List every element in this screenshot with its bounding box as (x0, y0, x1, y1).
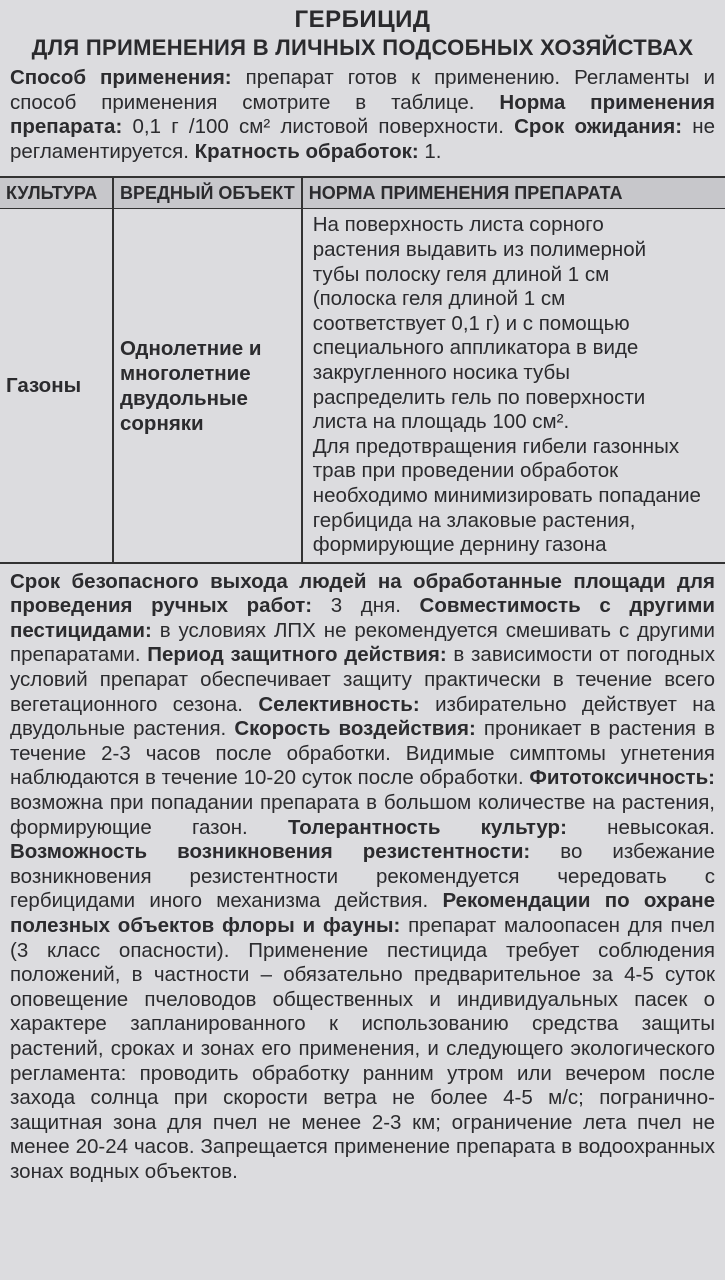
norm-line: закругленного носика тубы (312, 360, 571, 384)
norm-line: гербицида на злаковые растения, (312, 508, 636, 532)
intro-label: Кратность обработок: (194, 139, 419, 163)
norm-line: распределить гель по поверхности (312, 385, 646, 409)
intro-label: Срок ожидания: (514, 115, 683, 139)
detail-text: избирательно действует на двудольные растения. (10, 692, 715, 741)
norm-line: соответствует 0,1 г) и с помощью (312, 311, 630, 335)
header-culture: КУЛЬТУРА (0, 177, 113, 209)
header-norm: НОРМА ПРИМЕНЕНИЯ ПРЕПАРАТА (302, 177, 725, 209)
intro-paragraph (10, 66, 715, 164)
detail-label: Срок безопасного выхода людей на обработанные площади для проведения ручных работ: (10, 569, 715, 618)
detail-label: Совместимость с другими пестицидами: (10, 594, 715, 642)
regulation-table (0, 176, 725, 563)
intro-label: Норма применения препарата: (10, 90, 715, 139)
detail-label: Селективность: (258, 692, 420, 716)
intro-label: Способ применения: (10, 66, 232, 89)
detail-text: проникает в растения в течение 2-3 часов после обработки. Видимые симптомы угнетения наблюдаются в течение 10-20 суток после обработки. (10, 717, 716, 790)
intro-text: не регламентируется. (10, 115, 715, 163)
norm-line: формирующие дернину газона (312, 533, 607, 557)
table-row (0, 209, 725, 563)
detail-label: Возможность возникновения резистентности: (10, 840, 531, 864)
detail-text: невысокая. (566, 815, 715, 839)
detail-text: в зависимости от погодных условий препарат обеспечивает защиту практически в течение всего вегетационного сезона. (10, 643, 715, 716)
norm-line: листа на площадь 100 см². (312, 410, 570, 434)
header-pest: ВРЕДНЫЙ ОБЪЕКТ (113, 177, 302, 209)
detail-label: Скорость воздействия: (234, 717, 476, 741)
product-subtitle: ДЛЯ ПРИМЕНЕНИЯ В ЛИЧНЫХ ПОДСОБНЫХ ХОЗЯЙСТВАХ (31, 35, 694, 60)
detail-text: 3 дня. (312, 594, 420, 618)
norm-line: тубы полоску геля длиной 1 см (312, 262, 610, 286)
intro-text: препарат готов к применению. Регламенты и способ применения смотрите в таблице. (10, 66, 715, 114)
norm-line: необходимо минимизировать попадание (312, 483, 701, 507)
intro-text: 0,1 г /100 см² листовой поверхности. (122, 115, 515, 139)
norm-line: На поверхность листа сорного (312, 213, 604, 237)
detail-label: Рекомендации по охране полезных объектов флоры и фауны: (10, 889, 715, 937)
product-title: ГЕРБИЦИД (294, 6, 431, 33)
norm-line: трав при проведении обработок (312, 459, 619, 483)
detail-text: возможна при попадании препарата в большом количестве на растения, формирующие газон. (10, 791, 715, 839)
detail-text: в условиях ЛПХ не рекомендуется смешивать с другими препаратами. (10, 618, 715, 667)
cell-norm (302, 209, 725, 563)
detail-label: Фитотоксичность: (529, 766, 715, 790)
detail-label: Период защитного действия: (147, 643, 447, 667)
intro-text: 1. (418, 139, 442, 163)
norm-line: растения выдавить из полимерной (312, 237, 647, 261)
detail-text: во избежание возникновения резистентности рекомендуется чередовать с гербицидами иного механизма действия. (10, 840, 715, 913)
norm-line: (полоска геля длиной 1 см (312, 287, 566, 311)
detail-text: препарат малоопасен для пчел (3 класс опасности). Применение пестицида требует соблюдения положений, в частности – обязательно предварительное за 4-5 суток оповещение пчеловодов общественных и индивидуальных пасек о характере запланированного к использованию средства защиты растений, сроках и зонах его применения, и следующего экологического регламента: проводить обработку ранним утром или вечером после захода солнца при скорости ветра не более 4-5 м/с; погранично-защитная зона для пчел не менее 2-3 км; ограничение лета пчел не менее 20-24 часов. Запрещается применение препарата в водоохранных зонах водных объектов. (10, 914, 715, 1183)
norm-line: специального аппликатора в виде (312, 336, 639, 360)
table-header-row (0, 177, 725, 209)
norm-line: Для предотвращения гибели газонных (312, 434, 680, 458)
detail-label: Толерантность культур: (288, 815, 567, 839)
details-paragraph (10, 570, 715, 1185)
cell-culture: Газоны (0, 209, 113, 563)
cell-pest: Однолетние и многолетние двудольные сорняки (113, 209, 302, 563)
